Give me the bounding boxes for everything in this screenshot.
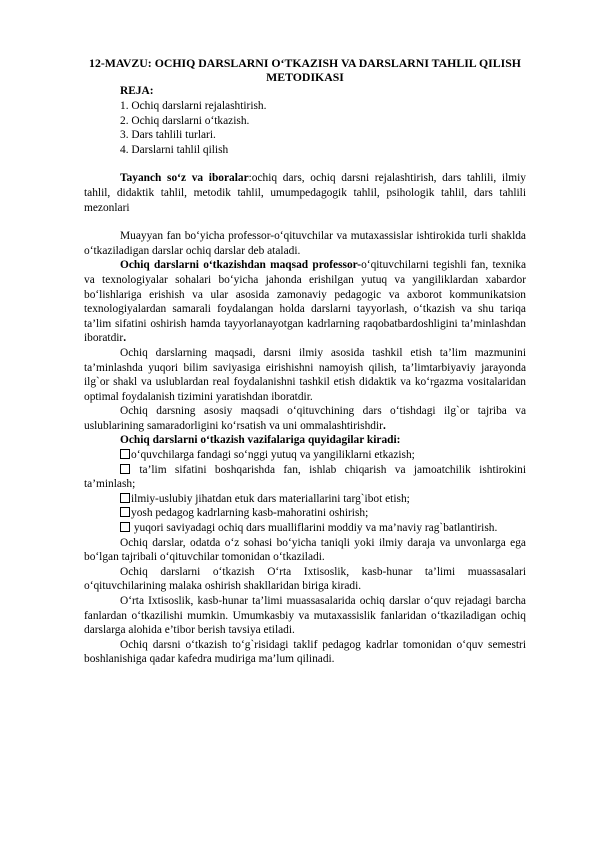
paragraph: O‘rta Ixtisoslik, kasb-hunar ta’limi muassasalarida ochiq darslar o‘quv rejadagi barcha fanlardan o‘tkazilishi mumkin. Umumkasbiy va mutaxassislik fanlaridan o‘tkaziladigan ochiq darslarga alohida e’tibor berish tavsiya etiladi. — [84, 595, 526, 637]
goal-heading: Ochiq darslarni o‘tkazishdan maqsad professor- — [120, 259, 362, 272]
task-text: yuqori saviyadagi ochiq dars mualliflarini moddiy va ma’naviy rag`batlantirish. — [131, 522, 498, 535]
plan-item: 2. Ochiq darslarni o‘tkazish. — [120, 114, 250, 127]
paragraph: Ochiq darsni o‘tkazish to‘g`risidagi taklif pedagog kadrlar tomonidan o‘quv semestri boshlanishiga qadar kafedra mudiriga ma’lum qilinadi. — [84, 638, 526, 666]
task-item — [84, 506, 526, 521]
main-goal-end: . — [382, 419, 386, 432]
task-item — [84, 448, 526, 463]
keywords-paragraph — [84, 171, 526, 215]
keywords-label: Tayanch so‘z va iboralar — [120, 172, 249, 185]
checkbox-bullet-icon — [120, 507, 130, 517]
task-text: ta’lim sifatini boshqarishda fan, ishlab chiqarish va jamoatchilik ishtirokini ta’minlash; — [84, 463, 526, 491]
checkbox-bullet-icon — [120, 464, 130, 474]
task-item — [84, 492, 526, 507]
spacer — [84, 215, 526, 229]
task-text: o‘quvchilarga fandagi so‘nggi yutuq va yangiliklarni etkazish; — [131, 449, 415, 462]
paragraph: Muayyan fan bo‘yicha professor-o‘qituvchilar va mutaxassislar ishtirokida turli shaklda o‘tkaziladigan darslar ochiq darslar deb ataladi. — [84, 230, 526, 257]
tasks-heading-text: Ochiq darslarni o‘tkazish vazifalariga quyidagilar kiradi: — [120, 434, 401, 447]
plan-item: 3. Dars tahlili turlari. — [120, 129, 216, 142]
document-page — [84, 56, 526, 667]
paragraph: Ochiq darslarni o‘tkazish O‘rta Ixtisoslik, kasb-hunar ta’limi muassasalari o‘qituvchilarining malaka oshirish shakllaridan biriga kiradi. — [84, 565, 526, 593]
plan-item: 1. Ochiq darslarni rejalashtirish. — [120, 100, 267, 112]
main-goal-text: Ochiq darsning asosiy maqsadi o‘qituvchining dars o‘tishdagi ilg`or tajriba va uslublarining samaradorligini ko‘rsatish va uni ommalashtirishdir — [84, 405, 526, 432]
plan-item: 4. Darslarni tahlil qilish — [120, 143, 229, 156]
goal-paragraph — [84, 258, 526, 346]
paragraph: Ochiq darslar, odatda o‘z sohasi bo‘yicha taniqli yoki ilmiy daraja va unvonlarga ega bo‘lgan tajribali o‘qituvchilar tomonidan o‘tkaziladi. — [84, 536, 526, 564]
paragraph: Ochiq darslarning maqsadi, darsni ilmiy asosida tashkil etish ta’lim mazmunini ta’minlashda yuqori bilim saviyasiga eirishishni namoyish qilish, ta’limtarbiyaviy jarayonda ilg`or shakl va uslublardan real foydalanishni tashkil etish didaktik va ko‘rgazma vositalaridan optimal foydalanish tizimini yaratishdan iboratdir. — [84, 346, 526, 403]
task-text: yosh pedagog kadrlarning kasb-mahoratini oshirish; — [131, 507, 369, 520]
page-title: 12-MAVZU: OCHIQ DARSLARNI O‘TKAZISH VA DARSLARNI TAHLIL QILISH METODIKASI — [89, 56, 521, 85]
task-item — [84, 463, 526, 492]
tasks-heading — [84, 433, 526, 448]
checkbox-bullet-icon — [120, 449, 130, 459]
plan-heading: REJA: — [120, 85, 154, 98]
task-text: ilmiy-uslubiy jihatdan etuk dars materiallarini targ`ibot etish; — [131, 492, 410, 505]
main-goal-paragraph — [84, 404, 526, 433]
goal-text: o‘qituvchilarni tegishli fan, texnika va texnologiyalar sohalari bo‘yicha jahonda erishilgan yutuq va yangiliklardan xabardor bo‘lishlariga erishish va ular asosida zamonaviy pedagogic va axborot kommunikatsion texnologiyalardan samarali foydalangan holda darslarni tayyorlash, o‘tkazish va shu tariqa ta’lim sifatini oshirish hamda tayyorlanayotgan kadrlarning raqobatbardoshligini ta’minlashdan iboratdir — [84, 259, 526, 345]
spacer — [84, 157, 526, 171]
checkbox-bullet-icon — [120, 522, 130, 532]
checkbox-bullet-icon — [120, 493, 130, 503]
task-item — [84, 521, 526, 536]
keywords-text: :ochiq dars, ochiq darsni rejalashtirish, dars tahlili, ilmiy tahlil, didaktik tahlil, metodik tahlil, umumpedagogik tahlil, psihologik tahlil, dars tahlili mezonlari — [84, 172, 526, 214]
goal-end: . — [123, 332, 127, 345]
